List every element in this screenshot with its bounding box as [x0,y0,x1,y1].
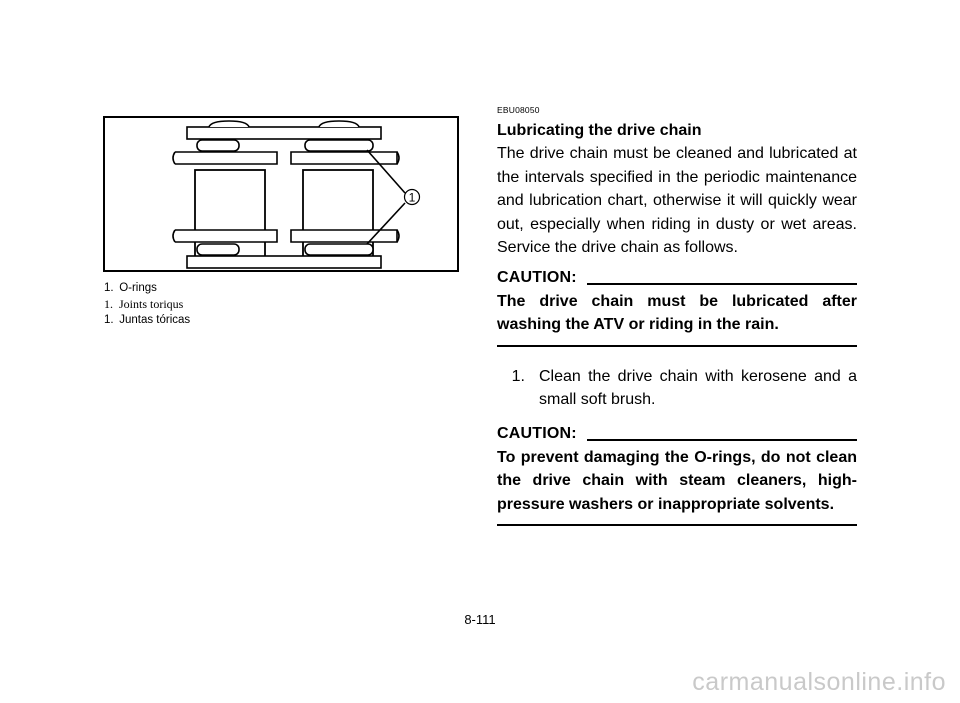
caution-end-rule [497,524,857,526]
page-number: 8-111 [464,612,496,627]
caution-text: To prevent damaging the O-rings, do not clean the drive chain with steam cleaners, high-pressure washers or inappropriate solvents. [497,448,857,513]
caption-number: 1. [104,297,113,311]
caption-french [104,296,444,312]
caution-header [497,420,857,444]
caution-rule [587,283,857,285]
figure-captions [104,280,444,328]
caption-text: Joints toriqus [119,297,184,311]
caution-rule [587,439,857,441]
text-column [497,104,857,526]
caution-label: CAUTION: [497,268,577,286]
caption-english [104,280,444,296]
step-number: 1. [511,367,525,385]
drive-chain-diagram [105,118,457,270]
caution-text: The drive chain must be lubricated after washing the ATV or riding in the rain. [497,292,857,333]
caution-end-rule [497,345,857,347]
step-text: Clean the drive chain with kerosene and a small soft brush. [539,367,857,408]
section-heading: Lubricating the drive chain [497,122,702,139]
watermark: carmanualsonline.info [692,668,946,696]
caption-spanish [104,312,444,328]
intro-paragraph: The drive chain must be cleaned and lubricated at the intervals specified in the periodic maintenance and lubrication chart, otherwise it will quickly wear out, especially when riding in dusty or wet areas. Service the drive chain as follows. [497,145,857,256]
chain-illustration [103,116,459,272]
section-code: EBU08050 [497,105,540,115]
caption-text: O-rings [119,282,157,294]
caption-number: 1. [104,314,114,326]
caution-header [497,264,857,288]
caution-label: CAUTION: [497,424,577,442]
step-item [497,365,857,412]
caption-number: 1. [104,282,114,294]
caption-text: Juntas tóricas [119,314,191,326]
callout-number: 1 [408,190,416,205]
